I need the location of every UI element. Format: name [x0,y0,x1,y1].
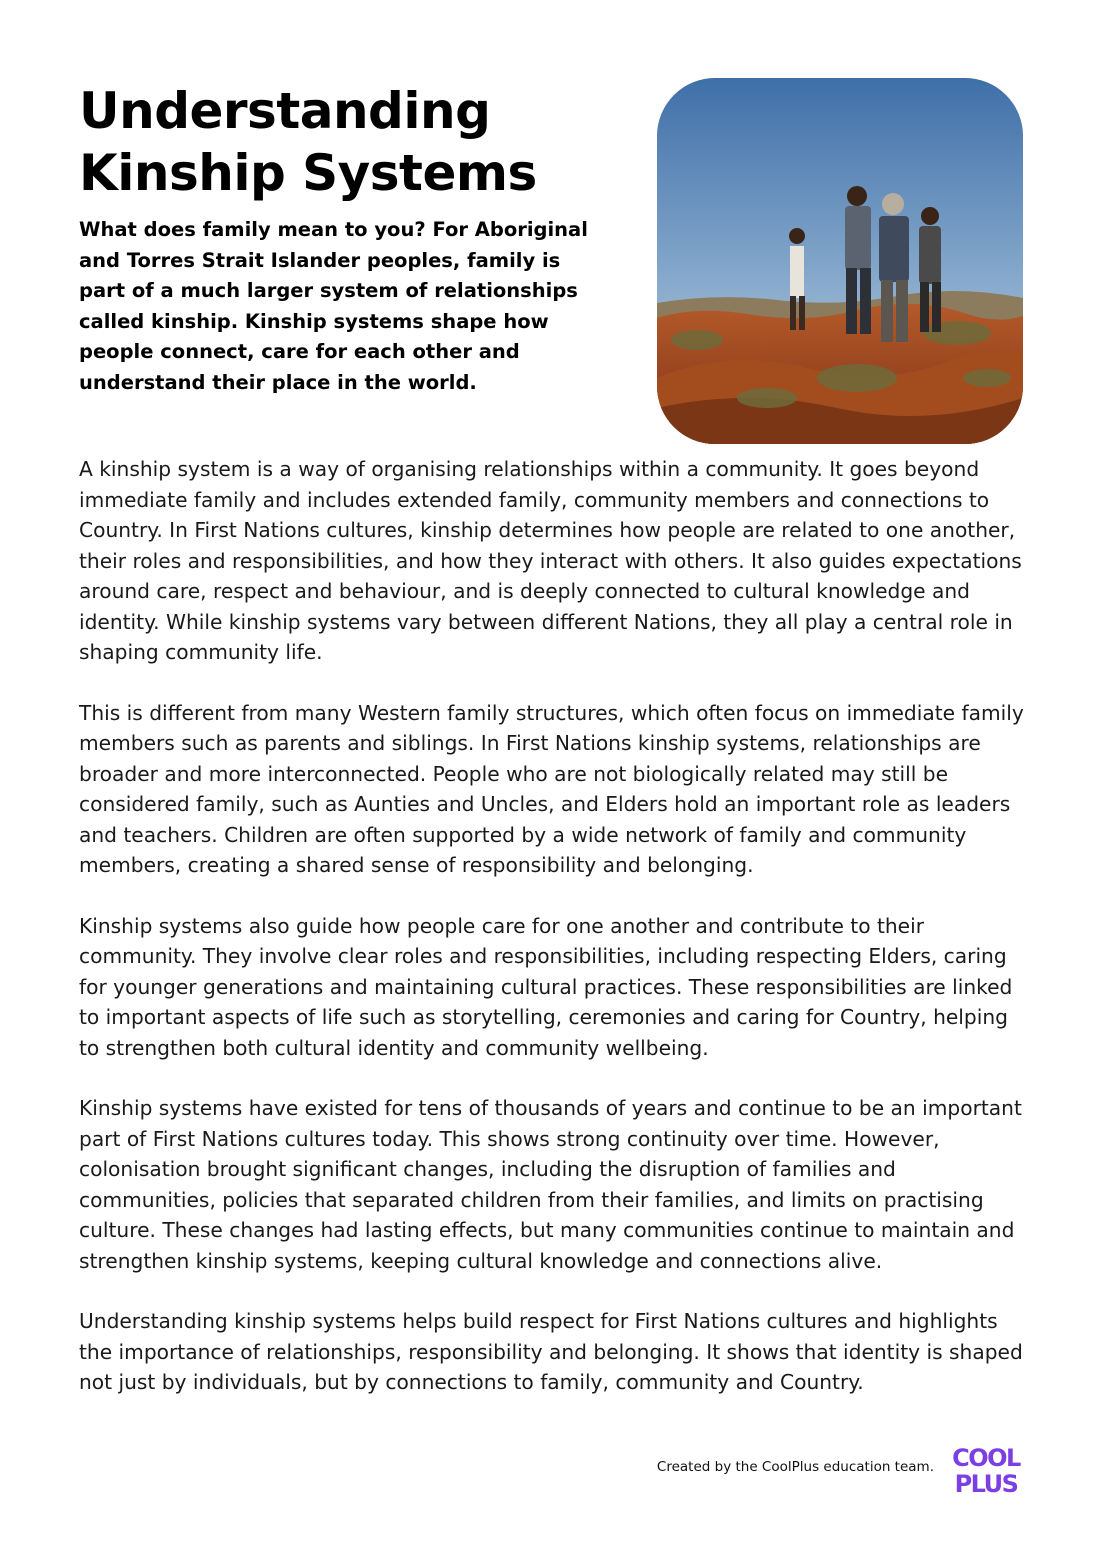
body-paragraph-2: This is different from many Western family structures, which often focus on immediate family members such as parents and siblings. In First Nations kinship systems, relationships are broader and more interconnected. People who are not biologically related may still be considered family, such as Aunties and Uncles, and Elders hold an important role as leaders and teachers. Children are often supported by a wide network of family and community members, creating a shared sense of responsibility and belonging. [79,700,1024,877]
logo-line-2: PLUS [954,1470,1018,1496]
body-paragraph-4: Kinship systems have existed for tens of thousands of years and continue to be an important part of First Nations cultures today. This shows strong continuity over time. However, colonisation brought significant changes, including the disruption of families and communities, policies that separated children from their families, and limits on practising culture. These changes had lasting effects, but many communities continue to maintain and strengthen kinship systems, keeping cultural knowledge and connections alive. [79,1096,1022,1273]
body-paragraph-1: A kinship system is a way of organising relationships within a community. It goes beyond immediate family and includes extended family, community members and connections to Country. In First Nations cultures, kinship determines how people are related to one another, their roles and responsibilities, and how they interact with others. It also guides expectations around care, respect and behaviour, and is deeply connected to cultural knowledge and identity. While kinship systems vary between different Nations, they all play a central role in shaping community life. [79,457,1022,664]
body-paragraph-3: Kinship systems also guide how people care for one another and contribute to their community. They involve clear roles and responsibilities, including respecting Elders, caring for younger generations and maintaining cultural practices. These responsibilities are linked to important aspects of life such as storytelling, ceremonies and caring for Country, helping to strengthen both cultural identity and community wellbeing. [79,913,1013,1060]
body-text [79,454,1029,1428]
hero-photo [657,78,1023,444]
footer-credit: Created by the CoolPlus education team. [656,1459,934,1475]
intro-paragraph: What does family mean to you? For Aboriginal and Torres Strait Islander peoples, family is part of a much larger system of relationships called kinship. Kinship systems shape how people connect, care for each other and understand their place in the world. [79,218,588,394]
coolplus-logo [946,1444,1026,1496]
page-title: Understanding Kinship Systems [79,82,537,202]
body-paragraph-5: Understanding kinship systems helps build respect for First Nations cultures and highlights the importance of relationships, responsibility and belonging. It shows that identity is shaped not just by individuals, but by connections to family, community and Country. [79,1309,1023,1394]
logo-line-1: COOL [952,1444,1020,1472]
photo-of-people-walking-on-red-earth-icon [657,78,1023,444]
